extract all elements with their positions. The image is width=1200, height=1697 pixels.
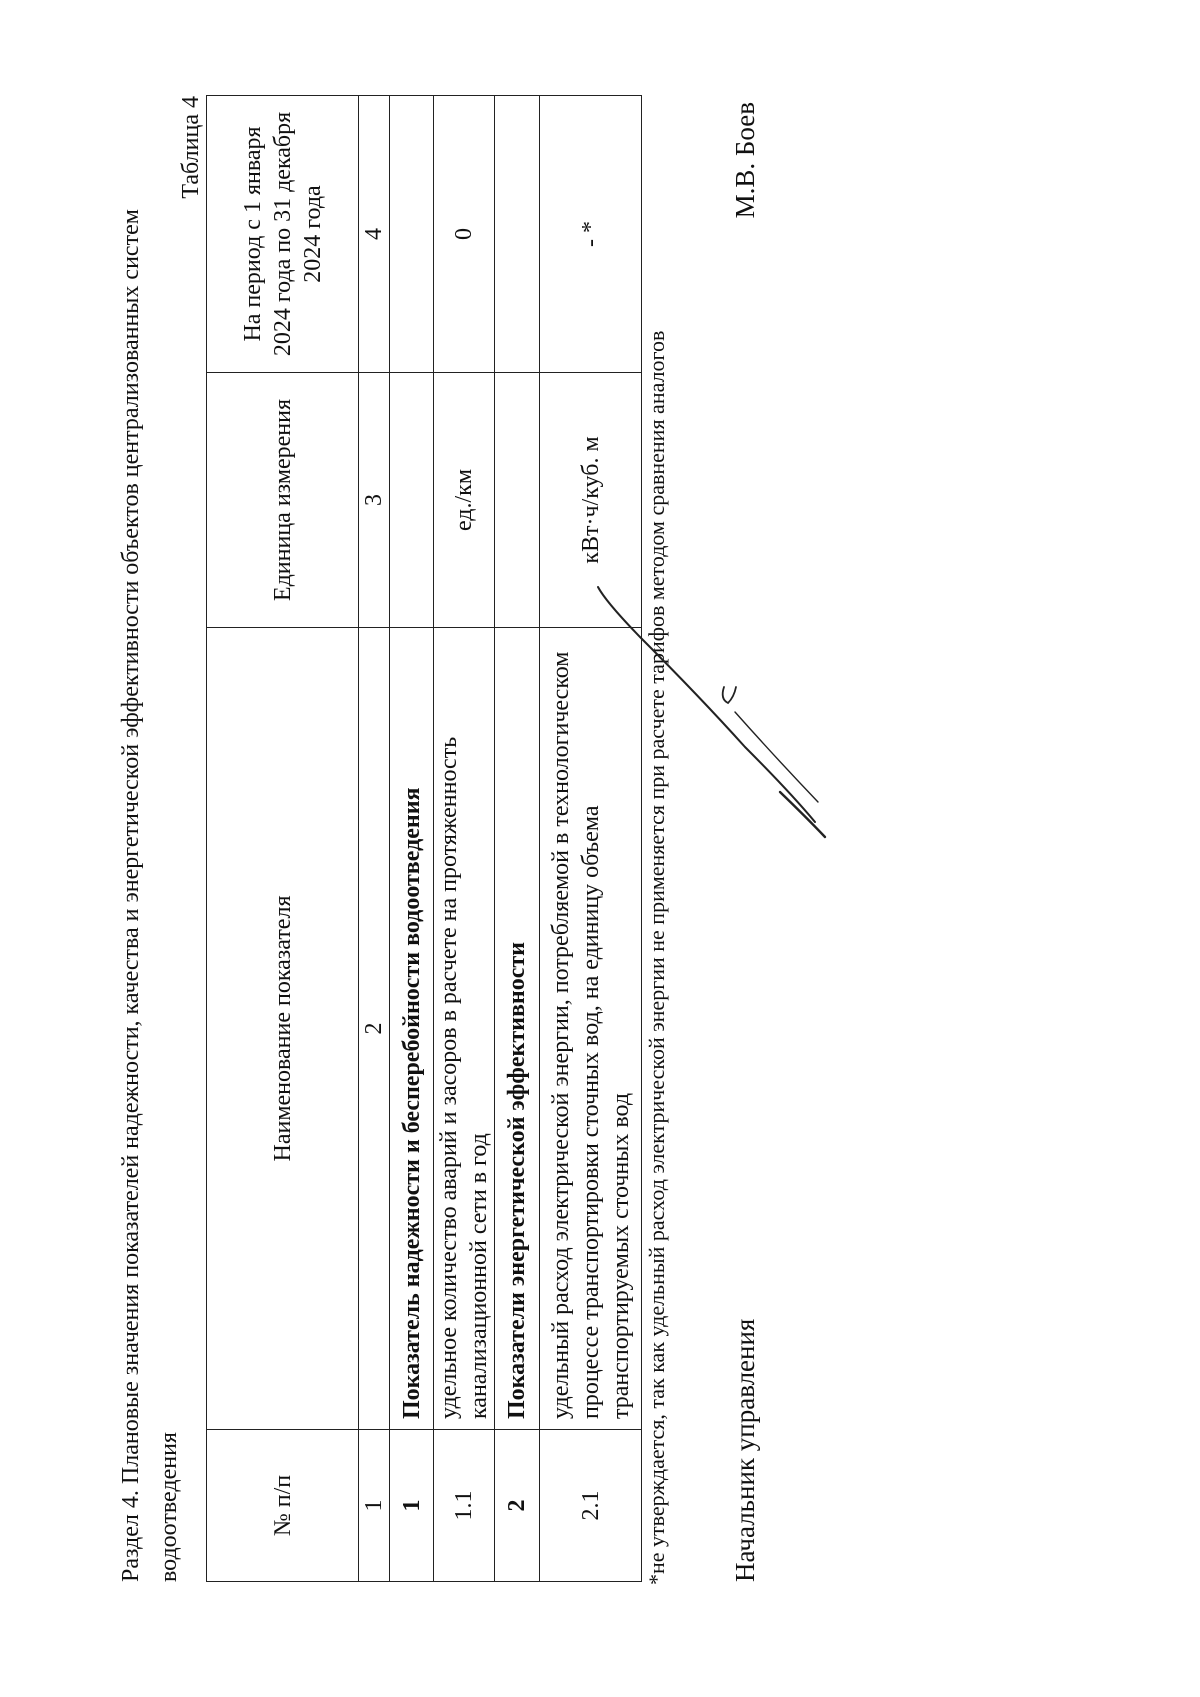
header-period: На период с 1 января 2024 года по 31 декабря 2024 года — [207, 96, 359, 373]
row-num: 2.1 — [540, 1430, 642, 1582]
row-name: удельное количество аварий и засоров в расчете на протяженность канализационной сети в год — [434, 628, 495, 1430]
section-name: Показатель надежности и бесперебойности водоотведения — [390, 628, 434, 1430]
section-name: Показатели энергетической эффективности — [495, 628, 540, 1430]
row-name: удельный расход электрической энергии, потребляемой в технологическом процессе транспортировки сточных вод, на единицу объема транспортируемых сточных вод — [540, 628, 642, 1430]
row-value: - * — [540, 96, 642, 373]
row-num: 1.1 — [434, 1430, 495, 1582]
section-num: 2 — [495, 1430, 540, 1582]
section-title: Раздел 4. Плановые значения показателей надежности, качества и энергетической эффективности объектов централизованных систем водоотведения — [118, 209, 182, 1582]
col-number: 3 — [359, 373, 390, 628]
col-number: 4 — [359, 96, 390, 373]
row-unit: ед./км — [434, 373, 495, 628]
section-num: 1 — [390, 1430, 434, 1582]
col-number: 1 — [359, 1430, 390, 1582]
row-value: 0 — [434, 96, 495, 373]
row-unit: кВт·ч/куб. м — [540, 373, 642, 628]
header-name: Наименование показателя — [207, 628, 359, 1430]
header-unit: Единица измерения — [207, 373, 359, 628]
header-num: № п/п — [207, 1430, 359, 1582]
signatory-position: Начальник управления — [730, 1318, 760, 1582]
footnote: *не утверждается, так как удельный расход электрической энергии не применяется при расчете тарифов методом сравнения аналогов — [644, 330, 669, 1585]
col-number: 2 — [359, 628, 390, 1430]
table-label: Таблица 4 — [178, 96, 204, 199]
signatory-name: М.В. Боев — [730, 102, 760, 219]
